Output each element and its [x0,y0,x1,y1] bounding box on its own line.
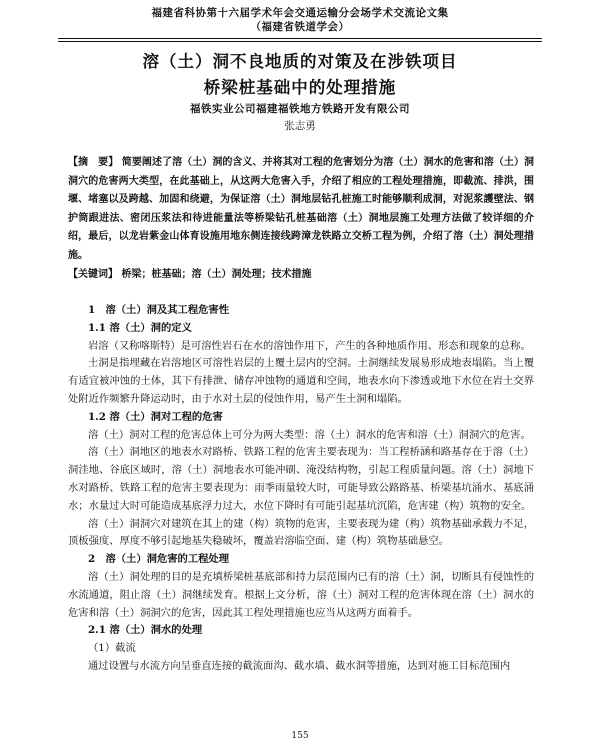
paper-body [68,302,534,676]
section-heading-1-2: 1.2 溶（土）洞对工程的危害 [88,410,223,423]
paragraph-cavity-hazard: 溶（土）洞洞穴对建筑在其上的建（构）筑物的危害，主要表现为建（构）筑物基础承载力不足，顶板强度、厚度不够引起地基失稳破坏，覆盖岩溶临空面、建（构）筑物基础悬空。 [68,517,534,548]
keywords-label: 【关键词】 [68,269,118,280]
header-society: （福建省铁道学会） [250,21,350,33]
author-name: 张志勇 [284,120,316,132]
keywords-text: 桥梁；桩基础；溶（土）洞处理；技术措施 [121,269,312,280]
abstract-text: 简要阐述了溶（土）洞的含义、并将其对工程的危害划分为溶（土）洞水的危害和溶（土）洞洞穴的危害两大类型，在此基础上，从这两大危害入手，介绍了相应的工程处理措施，即截流、排洪，围堰、堵塞以及跨越、加固和绕避，为保证溶（土）洞地层钻孔桩施工时能够顺利成洞，对泥浆護壁法、钢护筒跟进法、密闭压浆法和待进能量法等桥梁钻孔桩基础溶（土）洞地层施工处理方法做了较详细的介绍，最后，以龙岩紫金山体育设施用地东侧连接线跨漳龙铁路立交桥工程为例，介绍了溶（土）洞处理措施。 [68,157,535,261]
keywords [68,265,534,280]
header-proceedings-title: 福建省科协第十六届学术年会交通运输分会场学术交流论文集 [151,7,449,19]
paragraph-karst-definition: 岩溶（又称喀斯特）是可溶性岩石在水的溶蚀作用下，产生的各种地质作用、形态和现象的总称。 [88,339,531,352]
paragraph-treatment-purpose: 溶（土）洞处理的目的是充填桥梁桩基底部和持力层范围内已有的溶（土）洞，切断具有侵蚀性的水流通道，阻止溶（土）洞继续发育。根据上文分析，溶（土）洞对工程的危害体现在溶（土）洞水的危害和溶（土）洞洞穴的危害，因此其工程处理措施也应当从这两方面着手。 [68,570,534,619]
paragraph-interception: 通过设置与水流方向呈垂直连接的截流面沟、截水墙、截水洞等措施，达到对施工目标范围内 [88,659,511,672]
header-rule-thick [58,38,542,39]
header-rule-thin [58,41,542,42]
section-heading-2-1-1: （1）截流 [88,642,136,655]
paper-title-line-1: 溶（土）洞不良地质的对策及在涉铁项目 [142,52,458,71]
paragraph-water-hazard: 溶（土）洞地区的地表水对路桥、铁路工程的危害主要表现为：当工程桥涵和路基存在于溶（土）洞洼地、谷底区域时，溶（土）洞地表水可能冲刷、淹没结构物，引起工程质量问题。溶（土）洞地下水对路桥、铁路工程的危害主要表现为：雨季雨量较大时，可能导致公路路基、桥梁基坑涌水、基底涌水；水量过大时可能造成基底浮力过大，水位下降时有可能引起基坑沉陷，危害建（构）筑物的安全。 [68,446,534,512]
page-number: 155 [291,731,309,741]
section-heading-1: 1 溶（土）洞及其工程危害性 [88,304,230,316]
section-heading-2: 2 溶（土）洞危害的工程处理 [88,553,230,566]
section-heading-1-1: 1.1 溶（土）洞的定义 [88,321,192,334]
paragraph-soil-cave-definition: 土洞是指埋藏在岩溶地区可溶性岩层的上覆土层内的空洞。土洞继续发展易形成地表塌陷。当上覆有适宜被冲蚀的土体，其下有排泄、储存冲蚀物的通道和空间，地表水向下渗透或地下水位在岩土交界处附近作频繁升降运动时，由于水对土层的侵蚀作用，易产生土洞和塌陷。 [68,357,534,405]
author-affiliation: 福铁实业公司福建福铁地方铁路开发有限公司 [190,103,410,115]
paragraph-hazard-types: 溶（土）洞对工程的危害总体上可分为两大类型：溶（土）洞水的危害和溶（土）洞洞穴的危害。 [88,428,531,441]
abstract [68,154,534,265]
abstract-label: 【摘 要】 [68,157,119,168]
running-header [0,6,600,34]
section-heading-2-1: 2.1 溶（土）洞水的处理 [88,624,203,637]
paper-title-line-2: 桥梁桩基础中的处理措施 [203,78,397,97]
